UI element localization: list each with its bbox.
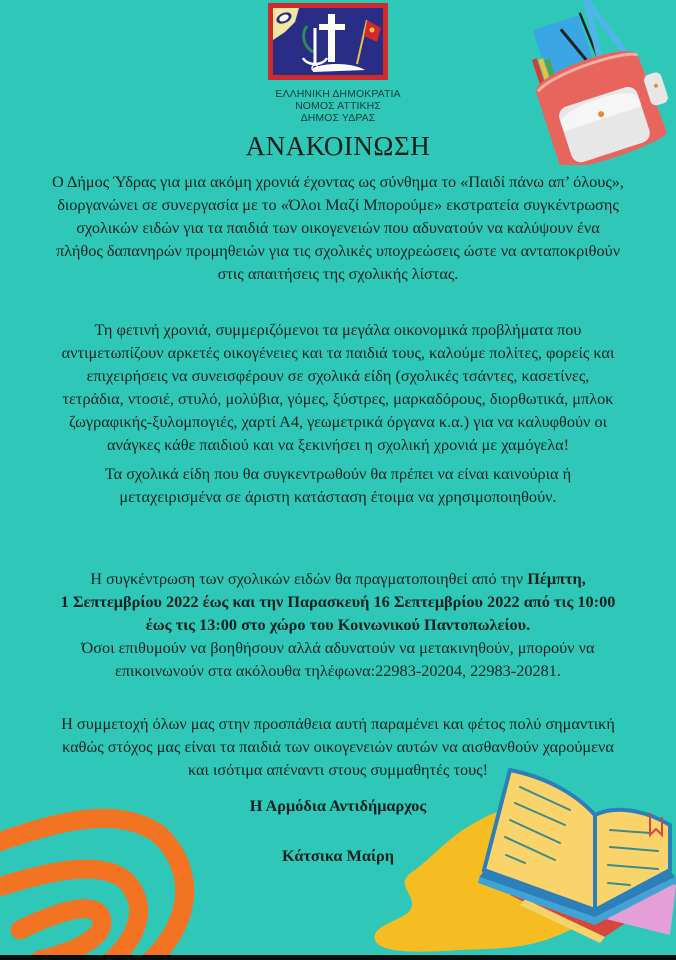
paragraph-closing — [0, 712, 676, 781]
bottom-border — [0, 955, 676, 960]
paragraph-appeal — [0, 318, 676, 456]
signature-role: Η Αρμόδια Αντιδήμαρχος — [249, 796, 427, 815]
page-title: ΑΝΑΚΟΙΝΩΣΗ — [245, 131, 431, 161]
header-line-municipality: ΔΗΜΟΣ ΥΔΡΑΣ — [300, 112, 376, 124]
schedule-dates: 1 Σεπτεμβρίου 2022 έως και την Παρασκευή 16 Σεπτεμβρίου 2022 από τις 10:00 — [60, 592, 616, 611]
text-line: επιχειρήσεις να συνεισφέρουν σε σχολικά είδη (σχολικές τσάντες, κασετίνες, — [86, 366, 590, 385]
signature-name: Κάτσικα Μαίρη — [281, 846, 395, 865]
text-line: Τα σχολικά είδη που θα συγκεντρωθούν θα πρέπει να είναι καινούρια ή — [104, 464, 572, 483]
text-line: αντιμετωπίζουν αρκετές οικογένειες και τα παιδιά τους, καλούμε πολίτες, φορείς και — [61, 343, 615, 362]
text-line: καθώς στόχος μας είναι τα παιδιά των οικογενειών αυτών να αισθανθούν χαρούμενα — [62, 737, 614, 756]
text-line: σχολικών ειδών για τα παιδιά των οικογενειών που αδυνατούν να καλύψουν ένα — [76, 218, 600, 237]
text-line: πλήθος δαπανηρών προμηθειών για τις σχολικές υποχρεώσεις ώστε να ανταποκριθούν — [55, 241, 621, 260]
text-line: στις απαιτήσεις της σχολικής λίστας. — [217, 264, 459, 283]
text-line: Η συμμετοχή όλων μας στην προσπάθεια αυτή παραμένει και φέτος πολύ σημαντική — [61, 714, 615, 733]
hydra-municipality-flag-icon — [268, 3, 388, 80]
paragraph-condition — [0, 462, 676, 508]
text-line: ανάγκες κάθε παιδιού και να ξεκινήσει η σχολική χρονιά με χαμόγελα! — [106, 435, 570, 454]
text-line: διοργανώνει σε συνεργασία με το «Όλοι Μαζί Μπορούμε» εκστρατεία συγκέντρωσης — [57, 195, 619, 214]
schedule-start-day: Πέμπτη, — [527, 569, 586, 588]
schedule-intro: Η συγκέντρωση των σχολικών ειδών θα πραγματοποιηθεί από την — [90, 569, 528, 588]
schedule-location: έως τις 13:00 στο χώρο του Κοινωνικού Παντοπωλείου. — [145, 615, 531, 634]
text-line: Ο Δήμος Ύδρας για μια ακόμη χρονιά έχοντας ως σύνθημα το «Παιδί πάνω απ’ όλους», — [51, 172, 624, 191]
header-line-republic: ΕΛΛΗΝΙΚΗ ΔΗΜΟΚΡΑΤΙΑ — [275, 88, 401, 100]
contact-phones: επικοινωνούν στα ακόλουθα τηλέφωνα:22983-20204, 22983-20281. — [115, 661, 561, 680]
paragraph-schedule — [0, 567, 676, 682]
text-line: τετράδια, ντοσιέ, στυλό, μολύβια, γόμες, ξύστρες, μαρκαδόρους, διορθωτικά, μπλοκ — [62, 389, 614, 408]
text-line — [0, 567, 676, 590]
header-authority — [0, 88, 676, 124]
text-line: Τη φετινή χρονιά, συμμεριζόμενοι τα μεγάλα οικονομικά προβλήματα που — [94, 320, 582, 339]
header-line-prefecture: ΝΟΜΟΣ ΑΤΤΙΚΗΣ — [295, 100, 381, 112]
text-line: ζωγραφικής-ξυλομπογιές, χαρτί Α4, γεωμετρικά όργανα κ.α.) για να καλυφθούν οι — [69, 412, 607, 431]
text-line: και ισότιμα απέναντι στους συμμαθητές τους! — [187, 760, 489, 779]
paragraph-intro — [0, 170, 676, 285]
text-line: Όσοι επιθυμούν να βοηθήσουν αλλά αδυνατούν να μετακινηθούν, μπορούν να — [81, 638, 595, 657]
text-line: μεταχειρισμένα σε άριστη κατάσταση έτοιμα να χρησιμοποιηθούν. — [119, 487, 557, 506]
